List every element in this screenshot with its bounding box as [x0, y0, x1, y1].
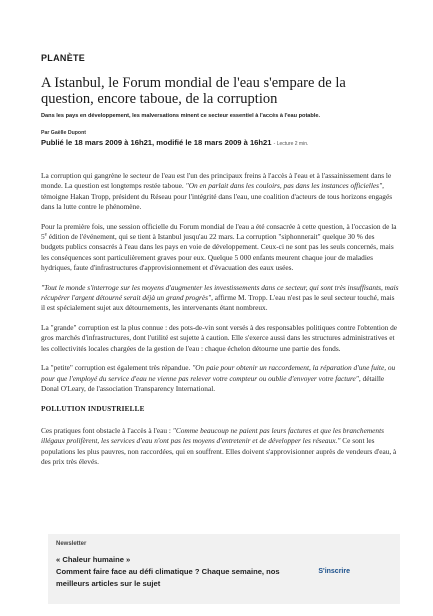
article-standfirst: Dans les pays en développement, les malversations minent ce secteur essentiel à l'accès à l'eau potable.	[41, 113, 321, 119]
text-segment: édition de l'événement, qui se tient à Istanbul jusqu'au 22 mars. La corruption "siphonnerait" quelque 30 % des budgets publics consacrés à l'eau dans les pays en voie de développement. Ceux-ci ne sont pas les seuls concernés, mais les conséquences sont particulièrement graves pour eux. Quelque 5 000 enfants meurent chaque jour de maladies hydriques, faute d'infrastructures d'approvisionnement et d'évacuation des eaux usées.	[41, 232, 394, 273]
newsletter-box	[48, 534, 400, 604]
newsletter-label: Newsletter	[56, 541, 87, 547]
quote-text: "Tout le monde s'interroge sur les moyens d'augmenter les investissements dans ce secteur, qui sont très insuffisants, mais récupérer l'argent détourné serait déjà un grand progrès"	[41, 282, 399, 303]
newsletter-title: « Chaleur humaine »	[56, 555, 131, 564]
paragraph	[41, 222, 399, 274]
byline	[41, 130, 399, 149]
paragraph	[41, 426, 399, 468]
quote-text: "Comme beaucoup ne paient pas leurs factures et que les branchements illégaux prolifèrent, les services d'eau n'ont pas les moyens d'entretenir et de développer les réseaux."	[41, 425, 384, 446]
text-segment: Ces pratiques font obstacle à l'accès à l'eau :	[41, 425, 173, 435]
paragraph	[41, 171, 399, 213]
text-segment: Pour la première fois, une session officielle du Forum mondial de l'eau a été consacrée à cette question, à l'occasion de la 5	[41, 221, 397, 242]
intertitle: POLLUTION INDUSTRIELLE	[41, 405, 145, 414]
article-body	[41, 171, 399, 467]
text-segment: La "grande" corruption est la plus connue : des pots-de-vin sont versés à des responsables politiques contre l'obtention de gros marchés d'infrastructures, dont l'utilité est sujette à caution. Elle s'exerce aussi dans les structures administratives et les collectivités locales chargées de la gestion de l'eau : chaque échelon détourne une partie des fonds.	[41, 322, 398, 353]
newsletter-row	[56, 566, 390, 590]
text-segment: La "petite" corruption est également très répandue.	[41, 363, 193, 373]
publication-dates: Publié le 18 mars 2009 à 16h21, modifié le 18 mars 2009 à 16h21 - Lecture 2 min.	[41, 138, 309, 147]
author-name[interactable]: Par Gaëlle Dupont	[41, 130, 86, 136]
quote-text: "On paie pour obtenir un raccordement, la réparation d'une fuite, ou pour que l'employé du service d'eau ne vienne pas relever votre compteur ou oublie d'envoyer votre facture"	[41, 363, 396, 383]
quote-text: "On en parlait dans les couloirs, pas dans les instances officielles"	[185, 181, 383, 191]
paragraph	[41, 283, 399, 314]
paragraph	[41, 363, 399, 394]
subscribe-link[interactable]: S'inscrire	[318, 568, 350, 575]
text-segment: , témoigne Hakan Tropp, président du Réseau pour l'intégrité dans l'eau, une coalition d'acteurs de tous horizons engagés dans la lutte contre le phénomène.	[41, 181, 393, 212]
reading-time: Lecture 2 min.	[276, 141, 309, 147]
paragraph	[41, 323, 399, 354]
text-segment: , affirme M. Tropp. L'eau n'est pas le seul secteur touché, mais il est spécialement sujet aux détournements, les intervenants étant nombreux.	[41, 293, 395, 313]
published-date: Publié le 18 mars 2009 à 16h21, modifié le 18 mars 2009 à 16h21	[41, 138, 272, 147]
text-segment: La corruption qui gangrène le secteur de l'eau est l'un des principaux freins à l'accès à l'eau et à l'assainissement dans le monde. La question est longtemps restée taboue.	[41, 171, 392, 191]
article-title: A Istanbul, le Forum mondial de l'eau s'empare de la question, encore taboue, de la corruption	[41, 75, 346, 107]
text-segment: Ce sont les populations les plus pauvres, non raccordées, qui en souffrent. Elles doivent s'approvisionner auprès de vendeurs d'eau, à des prix très élevés.	[41, 436, 397, 466]
text-segment: , détaille Donal O'Leary, de l'association Transparency International.	[41, 373, 385, 393]
section-rubric[interactable]: PLANÈTE	[41, 53, 86, 63]
paragraphs-before	[41, 171, 399, 394]
superscript: e	[44, 232, 47, 238]
paragraphs-after	[41, 426, 399, 468]
newsletter-description: Comment faire face au défi climatique ? Chaque semaine, nos meilleurs articles sur le sujet	[56, 567, 280, 588]
